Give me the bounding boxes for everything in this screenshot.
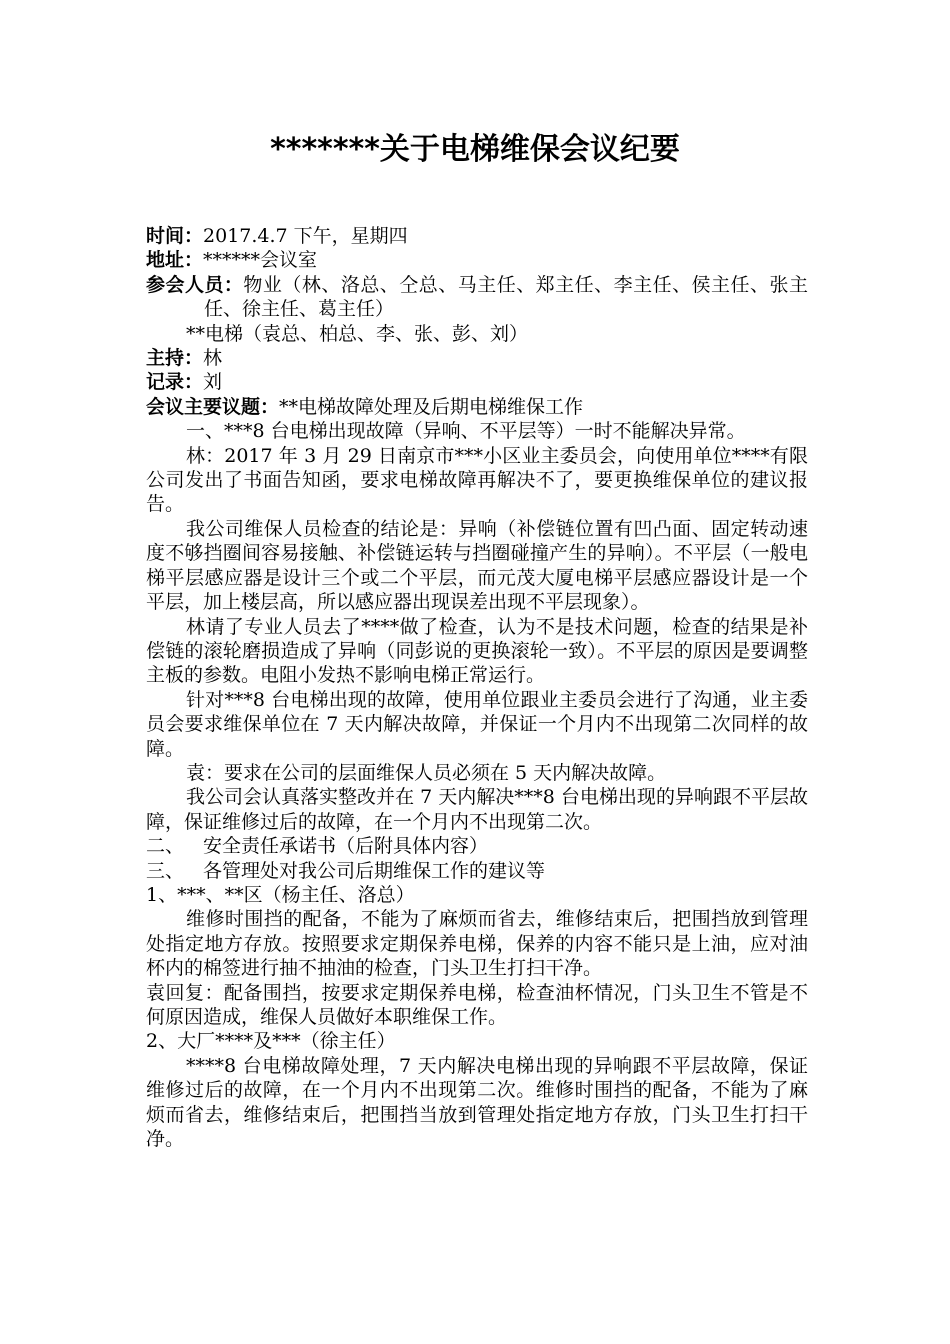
item-2-body: ****8 台电梯故障处理，7 天内解决电梯出现的异响跟不平层故障，保证维修过后的故障，在一个月内不出现第二次。维修时围挡的配备，不能为了麻烦而省去，维修结束后，把围挡当放到管理处指定地方存放，门头卫生打扫干净。: [146, 1054, 808, 1151]
section-1-heading: 一、***8 台电梯出现故障（异响、不平层等）一时不能解决异常。: [186, 420, 746, 443]
body-paragraph: 针对***8 台电梯出现的故障，使用单位跟业主委员会进行了沟通，业主委员会要求维保单位在 7 天内解决故障，并保证一个月内不出现第二次同样的故障。: [146, 688, 808, 760]
host-value: 林: [203, 347, 223, 370]
item-1-body: 维修时围挡的配备，不能为了麻烦而省去，维修结束后，把围挡放到管理处指定地方存放。按照要求定期保养电梯，保养的内容不能只是上油，应对油杯内的棉签进行抽不抽油的检查，门头卫生打扫干净。: [146, 908, 808, 980]
place-line: [146, 248, 808, 272]
section-2-number: 二、: [146, 835, 185, 858]
recorder-label: 记录：: [146, 371, 204, 394]
section-3-number: 三、: [146, 859, 185, 882]
host-label: 主持：: [146, 347, 204, 370]
time-label: 时间：: [146, 225, 204, 247]
attendees-value: 物业（林、洛总、仝总、马主任、郑主任、李主任、侯主任、张主任、徐主任、葛主任）: [204, 273, 808, 321]
attendees-value-2: **电梯（袁总、柏总、李、张、彭、刘）: [186, 322, 529, 345]
section-2-text: 安全责任承诺书（后附具体内容）: [203, 835, 489, 858]
document-title: *******关于电梯维保会议纪要: [270, 132, 680, 167]
item-1-heading: 1、***、**区（杨主任、洛总）: [146, 883, 415, 906]
body-paragraph: 我公司维保人员检查的结论是：异响（补偿链位置有凹凸面、固定转动速度不够挡圈间容易接触、补偿链运转与挡圈碰撞产生的异响）。不平层（一般电梯平层感应器是设计三个或二个平层，而元茂大厦电梯平层感应器设计是一个平层，加上楼层高，所以感应器出现误差出现不平层现象）。: [146, 517, 808, 614]
topic-line: [146, 395, 808, 419]
host-line: [146, 346, 808, 370]
section-3-heading: [146, 859, 808, 883]
item-1-reply: 袁回复：配备围挡，按要求定期保养电梯，检查油杯情况，门头卫生不管是不何原因造成，维保人员做好本职维保工作。: [146, 981, 808, 1028]
item-2-heading: 2、大厂****及***（徐主任）: [146, 1030, 396, 1053]
recorder-line: [146, 370, 808, 394]
time-value: 2017.4.7 下午，星期四: [203, 225, 408, 247]
body-paragraph: 林：2017 年 3 月 29 日南京市***小区业主委员会，向使用单位****有限公司发出了书面告知函，要求电梯故障再解决不了，要更换维保单位的建议报告。: [146, 444, 808, 516]
topic-label: 会议主要议题：: [146, 395, 280, 418]
place-label: 地址：: [146, 249, 204, 272]
body-paragraph: 林请了专业人员去了****做了检查，认为不是技术问题，检查的结果是补偿链的滚轮磨损造成了异响（同彭说的更换滚轮一致）。不平层的原因是要调整主板的参数。电阻小发热不影响电梯正常运行。: [146, 615, 808, 687]
place-value: ******会议室: [203, 249, 318, 272]
document-body: [146, 224, 808, 1151]
body-paragraph: 袁：要求在公司的层面维保人员必须在 5 天内解决故障。: [186, 761, 667, 784]
body-paragraph: 我公司会认真落实整改并在 7 天内解决***8 台电梯出现的异响跟不平层故障，保证维修过后的故障，在一个月内不出现第二次。: [146, 786, 808, 833]
recorder-value: 刘: [203, 371, 223, 394]
section-3-text: 各管理处对我公司后期维保工作的建议等: [203, 859, 546, 882]
attendees-line: [146, 273, 808, 322]
topic-value: **电梯故障处理及后期电梯维保工作: [279, 395, 584, 418]
time-line: [146, 224, 808, 248]
section-2-heading: [146, 834, 808, 858]
attendees-label: 参会人员：: [146, 273, 244, 296]
attendees-line-2: [146, 322, 808, 346]
